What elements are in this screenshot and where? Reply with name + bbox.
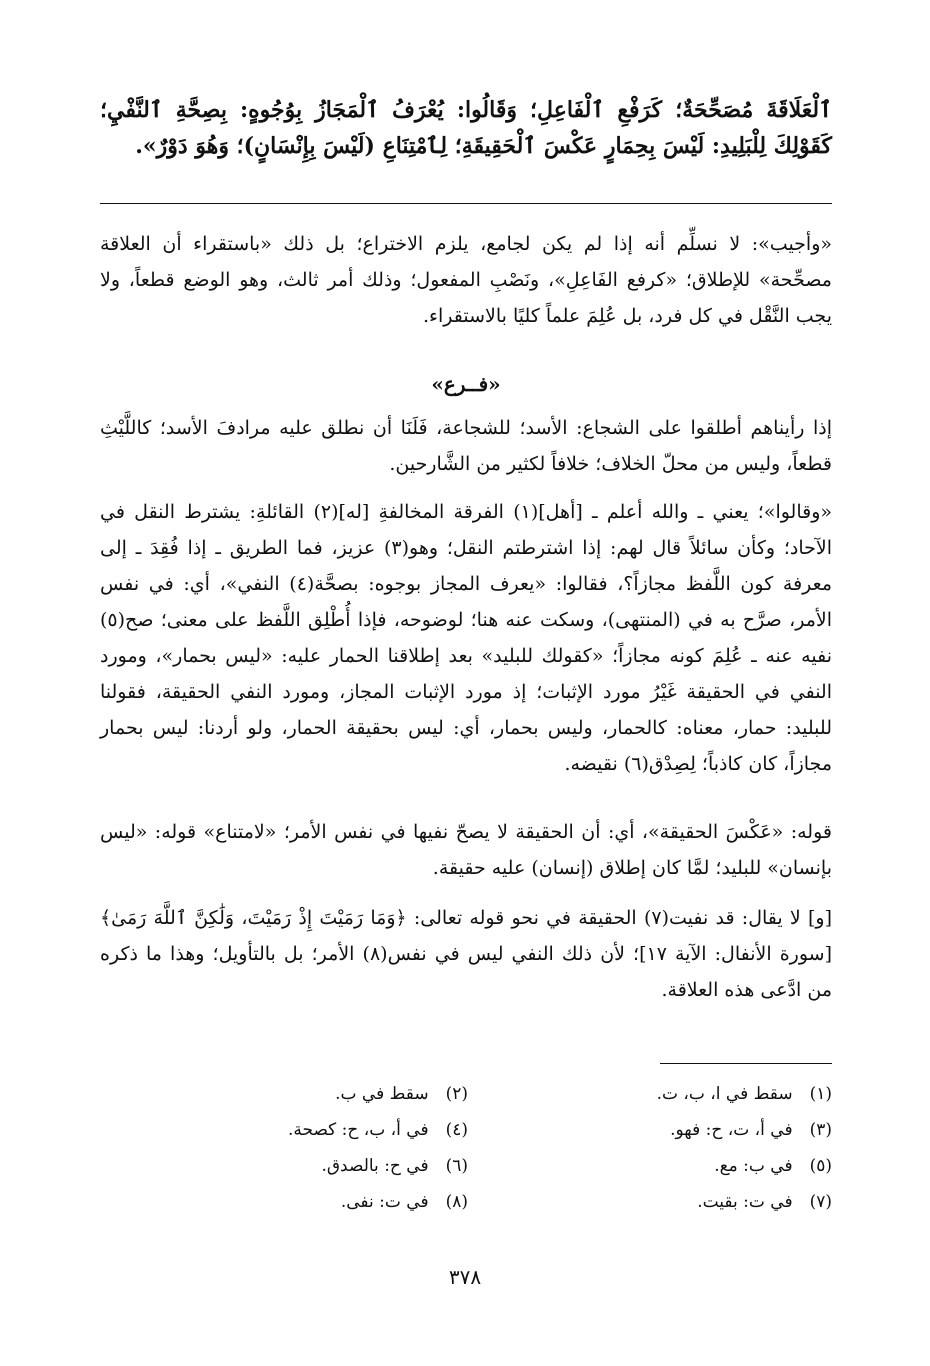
footnote	[168, 1112, 468, 1148]
footnote-text: في ب: مع.	[714, 1156, 793, 1176]
footnote	[168, 1148, 468, 1184]
footnote	[532, 1076, 832, 1112]
footnote-number: (٢)	[445, 1084, 468, 1104]
footnote-text: في أ، ت، ح: فهو.	[670, 1120, 793, 1140]
commentary-paragraph-4: قوله: «عَكْسَ الحقيقة»، أي: أن الحقيقة لا يصحّ نفيها في نفس الأمر؛ «لامتناع» قوله: «ليس بإنسان» للبليد؛ لمَّا كان إطلاق (إنسان) عليه حقيقة.	[100, 821, 832, 879]
page-number: ٣٧٨	[448, 1265, 482, 1289]
commentary-paragraph-3: «وقالوا»؛ يعني ـ والله أعلم ـ [أهل](١) الفرقة المخالفةِ [له](٢) القائلةِ: يشترط النقل في الآحاد؛ وكأن سائلاً قال لهم: إذا اشترطتم النقل؛ وهو(٣) عزيز، فما الطريق ـ إذا فُقِدَ ـ إلى معرفة كون اللَّفظ مجازاً؟، فقالوا: «يعرف المجاز بوجوه: بصحَّة(٤) النفي»، أي: في نفس الأمر، صرَّح به في (المنتهى)، وسكت عنه هنا؛ لوضوحه، فإذا أُطْلِق اللَّفظ على معنى؛ صح(٥) نفيه عنه ـ عُلِمَ كونه مجازاً؛ «كقولك للبليد» بعد إطلاقنا الحمار عليه: «ليس بحمار»، ومورد النفي في الحقيقة غَيْرُ مورد الإثبات؛ إذ مورد الإثبات المجاز، ومورد النفي الحقيقة، فقولنا للبليد: حمار، معناه: كالحمار، وليس بحمار، أي: ليس بحقيقة الحمار، ولو أردنا: ليس بحمار مجازاً، كان كاذباً؛ لِصِدْق(٦) نقيضه.	[100, 501, 833, 775]
footnotes-right-column	[532, 1076, 832, 1220]
footnote	[532, 1184, 832, 1220]
footnote-text: في ت: بقيت.	[697, 1192, 793, 1212]
footnote-text: سقط في ب.	[335, 1084, 429, 1104]
section-heading: «فــرع»	[431, 372, 501, 396]
footnote-number: (١)	[809, 1084, 832, 1104]
footnote-number: (٦)	[445, 1156, 468, 1176]
footnote-number: (٤)	[445, 1120, 468, 1140]
footnote	[168, 1076, 468, 1112]
footnote-text: في ت: نفى.	[340, 1192, 429, 1212]
footnote-text: في ح: بالصدق.	[321, 1156, 429, 1176]
commentary-paragraph-2: إذا رأيناهم أطلقوا على الشجاع: الأسد؛ للشجاعة، فَلَنَا أن نطلق عليه مرادفَ الأسد؛ كاللَّيْثِ قطعاً، وليس من محلّ الخلاف؛ خلافاً لكثير من الشَّارحين.	[100, 417, 832, 475]
footnote-number: (٨)	[445, 1192, 468, 1212]
footnote-number: (٥)	[809, 1156, 832, 1176]
matn-text: ٱلْعَلَاقَةَ مُصَحِّحَةٌ؛ كَرَفْعِ ٱلْفَاعِلِ؛ وَقَالُوا: يُعْرَفُ ٱلْمَجَازُ بِوُجُوهٍ: بِصِحَّةِ ٱلنَّفْيِ؛ كَقَوْلِكَ لِلْبَلِيدِ: لَيْسَ بِحِمَارٍ عَكْسَ ٱلْحَقِيقَةِ؛ لِٱمْتِنَاعِ (لَيْسَ بِإِنْسَانٍ)؛ وَهُوَ دَوْرٌ».	[100, 97, 832, 159]
matn-divider	[100, 203, 832, 204]
footnote-number: (٣)	[809, 1120, 832, 1140]
footnote-number: (٧)	[809, 1192, 832, 1212]
commentary-paragraph-1: «وأجيب»: لا نسلِّم أنه إذا لم يكن لجامع، يلزم الاختراع؛ بل ذلك «باستقراء أن العلاقة مصحِّحة» للإطلاق؛ «كرفع الفَاعِلِ»، ونَصْبِ المفعول؛ وذلك أمر ثالث، وهو الوضع قطعاً، ولا يجب النَّقْل في كل فرد، بل عُلِمَ علماً كليًا بالاستقراء.	[100, 233, 832, 327]
footnote-divider	[660, 1063, 832, 1064]
footnote-text: في أ، ب، ح: كصحة.	[287, 1120, 429, 1140]
footnotes-left-column	[168, 1076, 468, 1220]
footnote	[532, 1148, 832, 1184]
footnote	[532, 1112, 832, 1148]
footnote	[168, 1184, 468, 1220]
footnote-text: سقط في ا، ب، ت.	[656, 1084, 793, 1104]
commentary-paragraph-5: [و] لا يقال: قد نفيت(٧) الحقيقة في نحو قوله تعالى: ﴿وَمَا رَمَيْتَ إِذْ رَمَيْتَ، وَلَٰكِنَّ ٱللَّهَ رَمَىٰ﴾ [سورة الأنفال: الآية ١٧]؛ لأن ذلك النفي ليس في نفس(٨) الأمر؛ بل بالتأويل؛ وهذا ما ذكره من ادَّعى هذه العلاقة.	[100, 907, 832, 1001]
